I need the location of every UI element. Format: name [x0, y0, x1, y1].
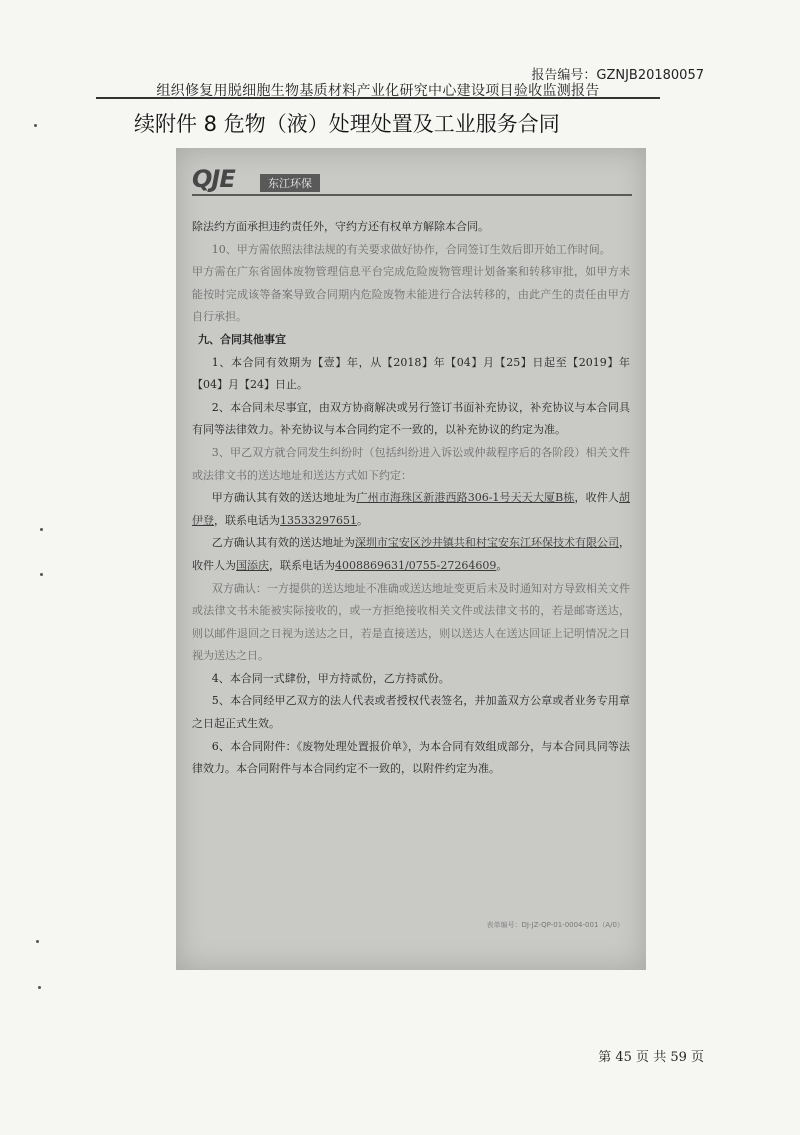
- scanned-contract-page: [176, 148, 646, 970]
- party-a-address: [192, 487, 630, 532]
- address-value: 广州市海珠区新港西路306-1号天天大厦B栋: [356, 491, 575, 505]
- paragraph: 甲方需在广东省固体废物管理信息平台完成危险废物管理计划备案和转移审批，如甲方未能按时完成该等备案导致合同期内危险废物未能进行合法转移的，由此产生的责任由甲方自行承担。: [192, 265, 630, 324]
- label: 。: [356, 513, 368, 527]
- scan-letterhead: [192, 165, 632, 196]
- paragraph: 双方确认：一方提供的送达地址不准确或送达地址变更后未及时通知对方导致相关文件或法律文书未能被实际接收的，或一方拒绝接收相关文件或法律文书的，若是邮寄送达，则以邮件退回之日视为送达之日，若是直接送达，则以送达人在送达回证上记明情况之日视为送达之日。: [192, 581, 630, 663]
- recipient-value: 胡伊登: [192, 491, 631, 527]
- report-number: 报告编号：GZNJB20180057: [531, 68, 704, 83]
- label: 乙方确认其有效的送达地址为: [211, 536, 355, 550]
- margin-dot: [40, 528, 43, 531]
- label: 。: [496, 558, 508, 572]
- section-heading: 九、合同其他事宜: [198, 332, 286, 346]
- phone-value: 4008869631/0755-27264609: [335, 558, 497, 572]
- paragraph: 4、本合同一式肆份，甲方持贰份，乙方持贰份。: [211, 671, 450, 685]
- label: ，联系电话为: [214, 513, 280, 527]
- section-title: 续附件 8 危物（液）处理处置及工业服务合同: [134, 112, 560, 136]
- paragraph: 3、甲乙双方就合同发生纠纷时（包括纠纷进入诉讼或仲裁程序后的各阶段）相关文件或法律文书的送达地址和送达方式如下约定：: [192, 445, 630, 482]
- label: ，收件人为: [192, 536, 631, 572]
- form-code: 表单编号：DJ-JZ-QP-01-0004-001（A/0）: [486, 921, 624, 929]
- phone-value: 13533297651: [280, 513, 357, 527]
- paragraph: 2、本合同未尽事宜，由双方协商解决或另行签订书面补充协议，补充协议与本合同具有同等法律效力。补充协议与本合同约定不一致的，以补充协议的约定为准。: [192, 400, 630, 437]
- margin-dot: [36, 940, 39, 943]
- paragraph: 10、甲方需依照法律法规的有关要求做好协作，合同签订生效后即开始工作时间。: [211, 242, 611, 256]
- margin-dot: [38, 986, 41, 989]
- label: ，联系电话为: [269, 558, 335, 572]
- running-title: 组织修复用脱细胞生物基质材料产业化研究中心建设项目验收监测报告: [156, 83, 600, 99]
- paragraph: 1、本合同有效期为【壹】年，从【2018】年【04】月【25】日起至【2019】年【04】月【24】日止。: [192, 355, 630, 392]
- header-rule: [96, 97, 660, 99]
- page-number: 第 45 页 共 59 页: [598, 1050, 704, 1065]
- paragraph: 6、本合同附件：《废物处理处置报价单》，为本合同有效组成部分，与本合同具同等法律效力。本合同附件与本合同约定不一致的，以附件约定为准。: [192, 739, 630, 776]
- company-name-badge: 东江环保: [260, 174, 320, 192]
- label: ，收件人: [574, 491, 620, 505]
- company-logo: QJE: [192, 165, 235, 193]
- recipient-value: 国添庆: [236, 558, 269, 572]
- paragraph: 除法约方面承担违约责任外，守约方还有权单方解除本合同。: [192, 220, 489, 233]
- margin-dot: [34, 124, 37, 127]
- party-b-address: [192, 532, 630, 577]
- margin-dot: [40, 573, 43, 576]
- label: 甲方确认其有效的送达地址为: [211, 491, 357, 505]
- paragraph: 5、本合同经甲乙双方的法人代表或者授权代表签名，并加盖双方公章或者业务专用章之日起正式生效。: [192, 694, 630, 731]
- address-value: 深圳市宝安区沙井镇共和村宝安东江环保技术有限公司: [354, 536, 620, 550]
- contract-body: [192, 216, 630, 781]
